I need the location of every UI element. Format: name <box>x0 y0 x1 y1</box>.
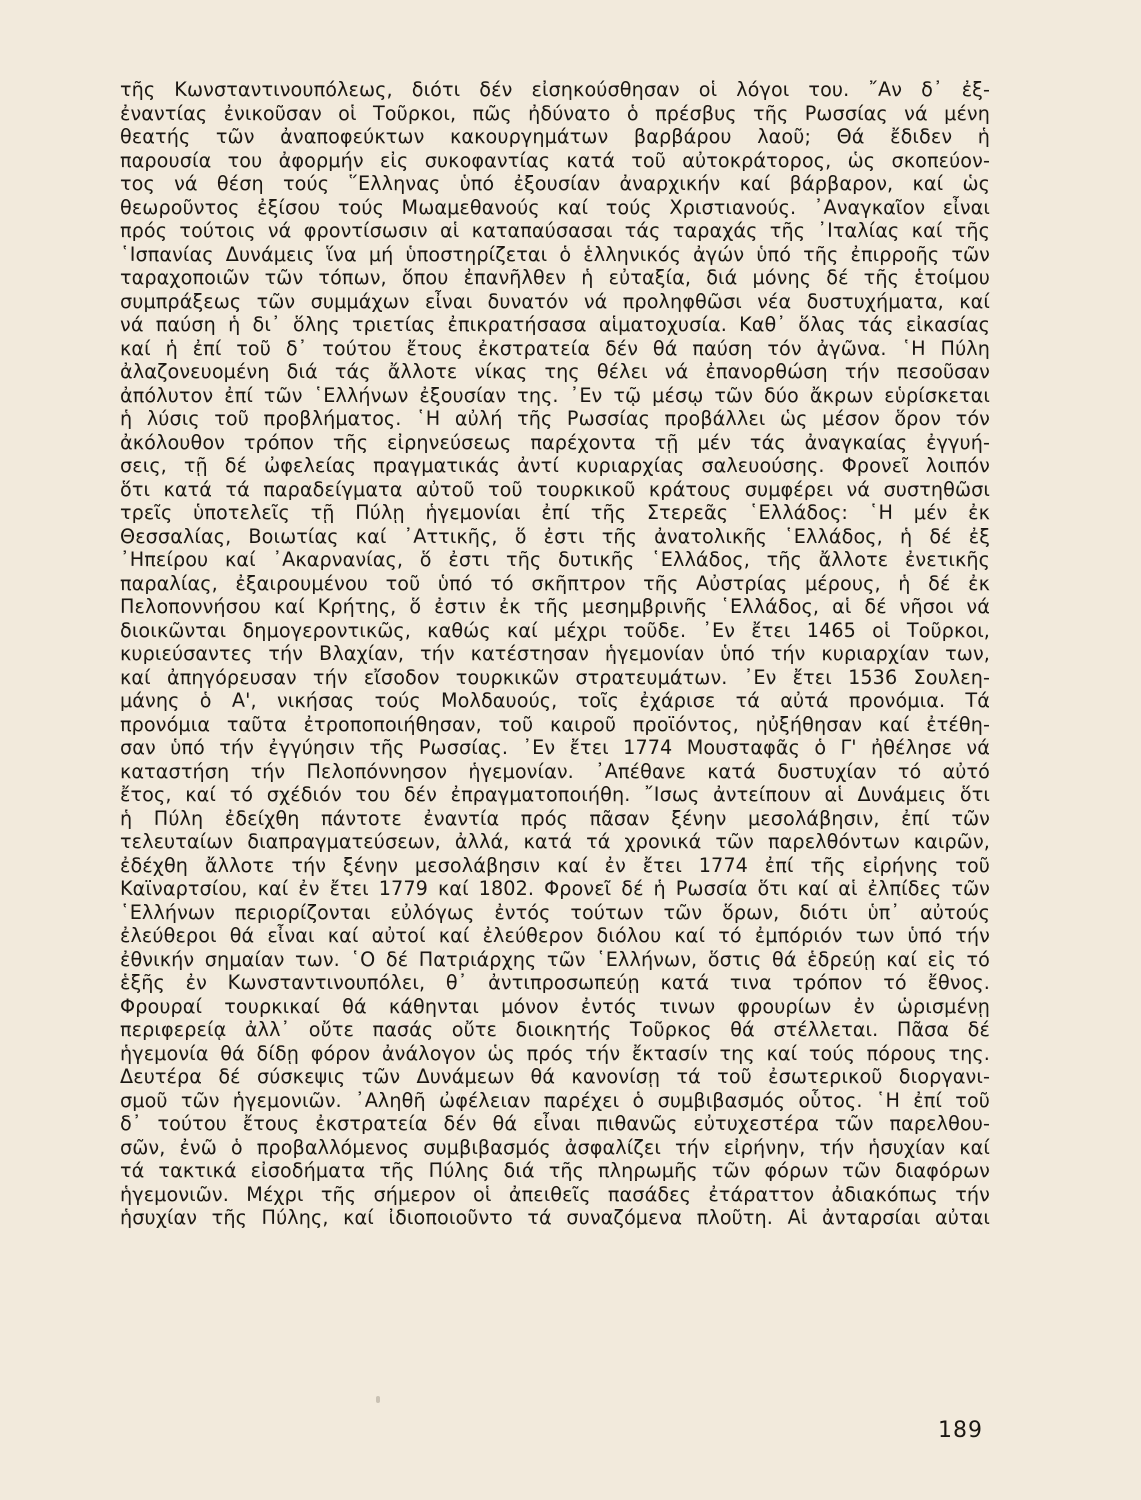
text-line: παρουσία του ἀφορμήν εἰς συκοφαντίας κατά τοῦ αὐτοκράτορος, ὡς σκοπεύον- <box>120 148 990 172</box>
text-line: ἡσυχίαν τῆς Πύλης, καί ἰδιοποιοῦντο τά συναζόμενα πλοῦτη. Αἱ ἀνταρσίαι αὐται <box>120 1206 990 1229</box>
text-line: ῾Ελλήνων περιορίζονται εὐλόγως ἐντός τούτων τῶν ὅρων, διότι ὑπ᾽ αὐτούς <box>120 900 990 924</box>
text-line: ἑξῆς ἐν Κωνσταντινουπόλει, θ᾽ ἀντιπροσωπεύῃ κατά τινα τρόπον τό ἔθνος. <box>120 971 990 994</box>
text-line: ἐδέχθη ἄλλοτε τήν ξένην μεσολάβησιν καί ἐν ἔτει 1774 ἐπί τῆς εἰρήνης τοῦ <box>120 853 990 877</box>
text-line: τά τακτικά εἰσοδήματα τῆς Πύλης διά τῆς πληρωμῆς τῶν φόρων τῶν διαφόρων <box>120 1159 990 1182</box>
body-text <box>120 78 990 1230</box>
ink-speck <box>376 1396 380 1403</box>
text-line: πρός τούτοις νά φροντίσωσιν αἱ καταπαύσασαι τάς ταραχάς τῆς ᾿Ιταλίας καί τῆς <box>120 219 990 242</box>
text-line: καί ἡ ἐπί τοῦ δ᾽ τούτου ἔτους ἐκστρατεία δέν θά παύση τόν ἀγῶνα. ῾Η Πύλη <box>120 336 990 360</box>
text-line: ῾Ισπανίας Δυνάμεις ἵνα μή ὑποστηρίζεται ὁ ἑλληνικός ἀγών ὑπό τῆς ἐπιρροῆς τῶν <box>120 242 990 266</box>
text-line: νά παύση ἡ δι᾽ ὅλης τριετίας ἐπικρατήσασα αἱματοχυσία. Καθ᾽ ὅλας τάς εἰκασίας <box>120 313 990 336</box>
text-line: Φρουραί τουρκικαί θά κάθηνται μόνον ἐντός τινων φρουρίων ἐν ὡρισμένῃ <box>120 994 990 1018</box>
text-line: θεωροῦντος ἐξίσου τούς Μωαμεθανούς καί τούς Χριστιανούς. ᾿Αναγκαῖον εἶναι <box>120 195 990 219</box>
text-line: προνόμια ταῦτα ἐτροποποιήθησαν, τοῦ καιροῦ προϊόντος, ηὐξήθησαν καί ἐτέθη- <box>120 712 990 736</box>
text-line: ἐλεύθεροι θά εἶναι καί αὐτοί καί ἐλεύθερον διόλου καί τό ἐμπόριόν των ὑπό τήν <box>120 924 990 947</box>
text-line: καί ἀπηγόρευσαν τήν εἴσοδον τουρκικῶν στρατευμάτων. ᾿Εν ἔτει 1536 Σουλεη- <box>120 665 990 689</box>
text-line: ᾿Ηπείρου καί ᾿Ακαρνανίας, ὅ ἐστι τῆς δυτικῆς ῾Ελλάδος, τῆς ἄλλοτε ἐνετικῆς <box>120 548 990 571</box>
text-line: συμπράξεως τῶν συμμάχων εἶναι δυνατόν νά προληφθῶσι νέα δυστυχήματα, καί <box>120 289 990 313</box>
text-line: ὅτι κατά τά παραδείγματα αὐτοῦ τοῦ τουρκικοῦ κράτους συμφέρει νά συστηθῶσι <box>120 477 990 501</box>
text-line: Θεσσαλίας, Βοιωτίας καί ᾿Αττικῆς, ὅ ἐστι τῆς ἀνατολικῆς ῾Ελλάδος, ἡ δέ ἐξ <box>120 524 990 548</box>
text-line: ἐναντίας ἐνικοῦσαν οἱ Τοῦρκοι, πῶς ἠδύνατο ὁ πρέσβυς τῆς Ρωσσίας νά μένη <box>120 101 990 125</box>
text-line: θεατής τῶν ἀναποφεύκτων κακουργημάτων βαρβάρου λαοῦ; Θά ἔδιδεν ἡ <box>120 125 990 148</box>
text-line: διοικῶνται δημογεροντικῶς, καθώς καί μέχρι τοῦδε. ᾿Εν ἔτει 1465 οἱ Τοῦρκοι, <box>120 618 990 642</box>
text-line: τος νά θέση τούς ῞Ελληνας ὑπό ἐξουσίαν ἀναρχικήν καί βάρβαρον, καί ὡς <box>120 172 990 195</box>
text-line: Καϊναρτσίου, καί ἐν ἔτει 1779 καί 1802. Φρονεῖ δέ ἡ Ρωσσία ὅτι καί αἱ ἐλπίδες τῶν <box>120 877 990 900</box>
text-line: ἀπόλυτον ἐπί τῶν ῾Ελλήνων ἐξουσίαν της. ᾿Εν τῷ μέσῳ τῶν δύο ἄκρων εὑρίσκεται <box>120 383 990 407</box>
text-line: σαν ὑπό τήν ἐγγύησιν τῆς Ρωσσίας. ᾿Εν ἔτει 1774 Μουσταφᾶς ὁ Γ' ἠθέλησε νά <box>120 736 990 759</box>
text-line: περιφερείᾳ ἀλλ᾽ οὔτε πασάς οὔτε διοικητής Τοῦρκος θά στέλλεται. Πᾶσα δέ <box>120 1018 990 1041</box>
text-line: σῶν, ἐνῶ ὁ προβαλλόμενος συμβιβασμός ἀσφαλίζει τήν εἰρήνην, τήν ἡσυχίαν καί <box>120 1135 990 1159</box>
text-line: σμοῦ τῶν ἡγεμονιῶν. ᾿Αληθῆ ὠφέλειαν παρέχει ὁ συμβιβασμός οὗτος. ῾Η ἐπί τοῦ <box>120 1088 990 1112</box>
text-line: ἀλαζονευομένη διά τάς ἄλλοτε νίκας της θέλει νά ἐπανορθώση τήν πεσοῦσαν <box>120 360 990 383</box>
text-line: Πελοποννήσου καί Κρήτης, ὅ ἐστιν ἐκ τῆς μεσημβρινῆς ῾Ελλάδος, αἱ δέ νῆσοι νά <box>120 595 990 618</box>
text-line: ταραχοποιῶν τῶν τόπων, ὅπου ἐπανῆλθεν ἡ εὐταξία, διά μόνης δέ τῆς ἑτοίμου <box>120 266 990 289</box>
text-line: σεις, τῇ δέ ὠφελείας πραγματικάς ἀντί κυριαρχίας σαλευούσης. Φρονεῖ λοιπόν <box>120 454 990 477</box>
text-line: ἡγεμονία θά δίδῃ φόρον ἀνάλογον ὡς πρός τήν ἔκτασίν της καί τούς πόρους της. <box>120 1041 990 1065</box>
text-line: παραλίας, ἐξαιρουμένου τοῦ ὑπό τό σκῆπτρον τῆς Αὐστρίας μέρους, ἡ δέ ἐκ <box>120 571 990 595</box>
text-line: ἐθνικήν σημαίαν των. ῾Ο δέ Πατριάρχης τῶν ῾Ελλήνων, ὅστις θά ἑδρεύῃ καί εἰς τό <box>120 947 990 971</box>
text-line: Δευτέρα δέ σύσκεψις τῶν Δυνάμεων θά κανονίσῃ τά τοῦ ἐσωτερικοῦ διοργανι- <box>120 1065 990 1088</box>
text-line: τελευταίων διαπραγματεύσεων, ἀλλά, κατά τά χρονικά τῶν παρελθόντων καιρῶν, <box>120 830 990 853</box>
text-line: ἀκόλουθον τρόπον τῆς εἰρηνεύσεως παρέχοντα τῇ μέν τάς ἀναγκαίας ἐγγυή- <box>120 430 990 454</box>
text-line: δ᾽ τούτου ἔτους ἐκστρατεία δέν θά εἶναι πιθανῶς εὐτυχεστέρα τῶν παρελθου- <box>120 1112 990 1135</box>
text-line: τρεῖς ὑποτελεῖς τῇ Πύλῃ ἡγεμονίαι ἐπί τῆς Στερεᾶς ῾Ελλάδος: ῾Η μέν ἐκ <box>120 501 990 524</box>
text-line: μάνης ὁ Α', νικήσας τούς Μολδαυούς, τοῖς ἐχάρισε τά αὐτά προνόμια. Τά <box>120 689 990 712</box>
text-line: καταστήση τήν Πελοπόννησον ἡγεμονίαν. ᾿Απέθανε κατά δυστυχίαν τό αὐτό <box>120 759 990 783</box>
text-line: ἡ λύσις τοῦ προβλήματος. ῾Η αὐλή τῆς Ρωσσίας προβάλλει ὡς μέσον ὅρον τόν <box>120 407 990 430</box>
page-number: 189 <box>938 1418 983 1443</box>
text-line: κυριεύσαντες τήν Βλαχίαν, τήν κατέστησαν ἡγεμονίαν ὑπό τήν κυριαρχίαν των, <box>120 642 990 665</box>
text-line: ἡ Πύλη ἐδείχθη πάντοτε ἐναντία πρός πᾶσαν ξένην μεσολάβησιν, ἐπί τῶν <box>120 806 990 830</box>
text-line: τῆς Κωνσταντινουπόλεως, διότι δέν εἰσηκούσθησαν οἱ λόγοι του. ῎Αν δ᾽ ἐξ- <box>120 78 990 101</box>
text-line: ἔτος, καί τό σχέδιόν του δέν ἐπραγματοποιήθη. ῎Ισως ἀντείπουν αἱ Δυνάμεις ὅτι <box>120 783 990 806</box>
text-line: ἡγεμονιῶν. Μέχρι τῆς σήμερον οἱ ἀπειθεῖς πασάδες ἐτάραττον ἀδιακόπως τήν <box>120 1182 990 1206</box>
